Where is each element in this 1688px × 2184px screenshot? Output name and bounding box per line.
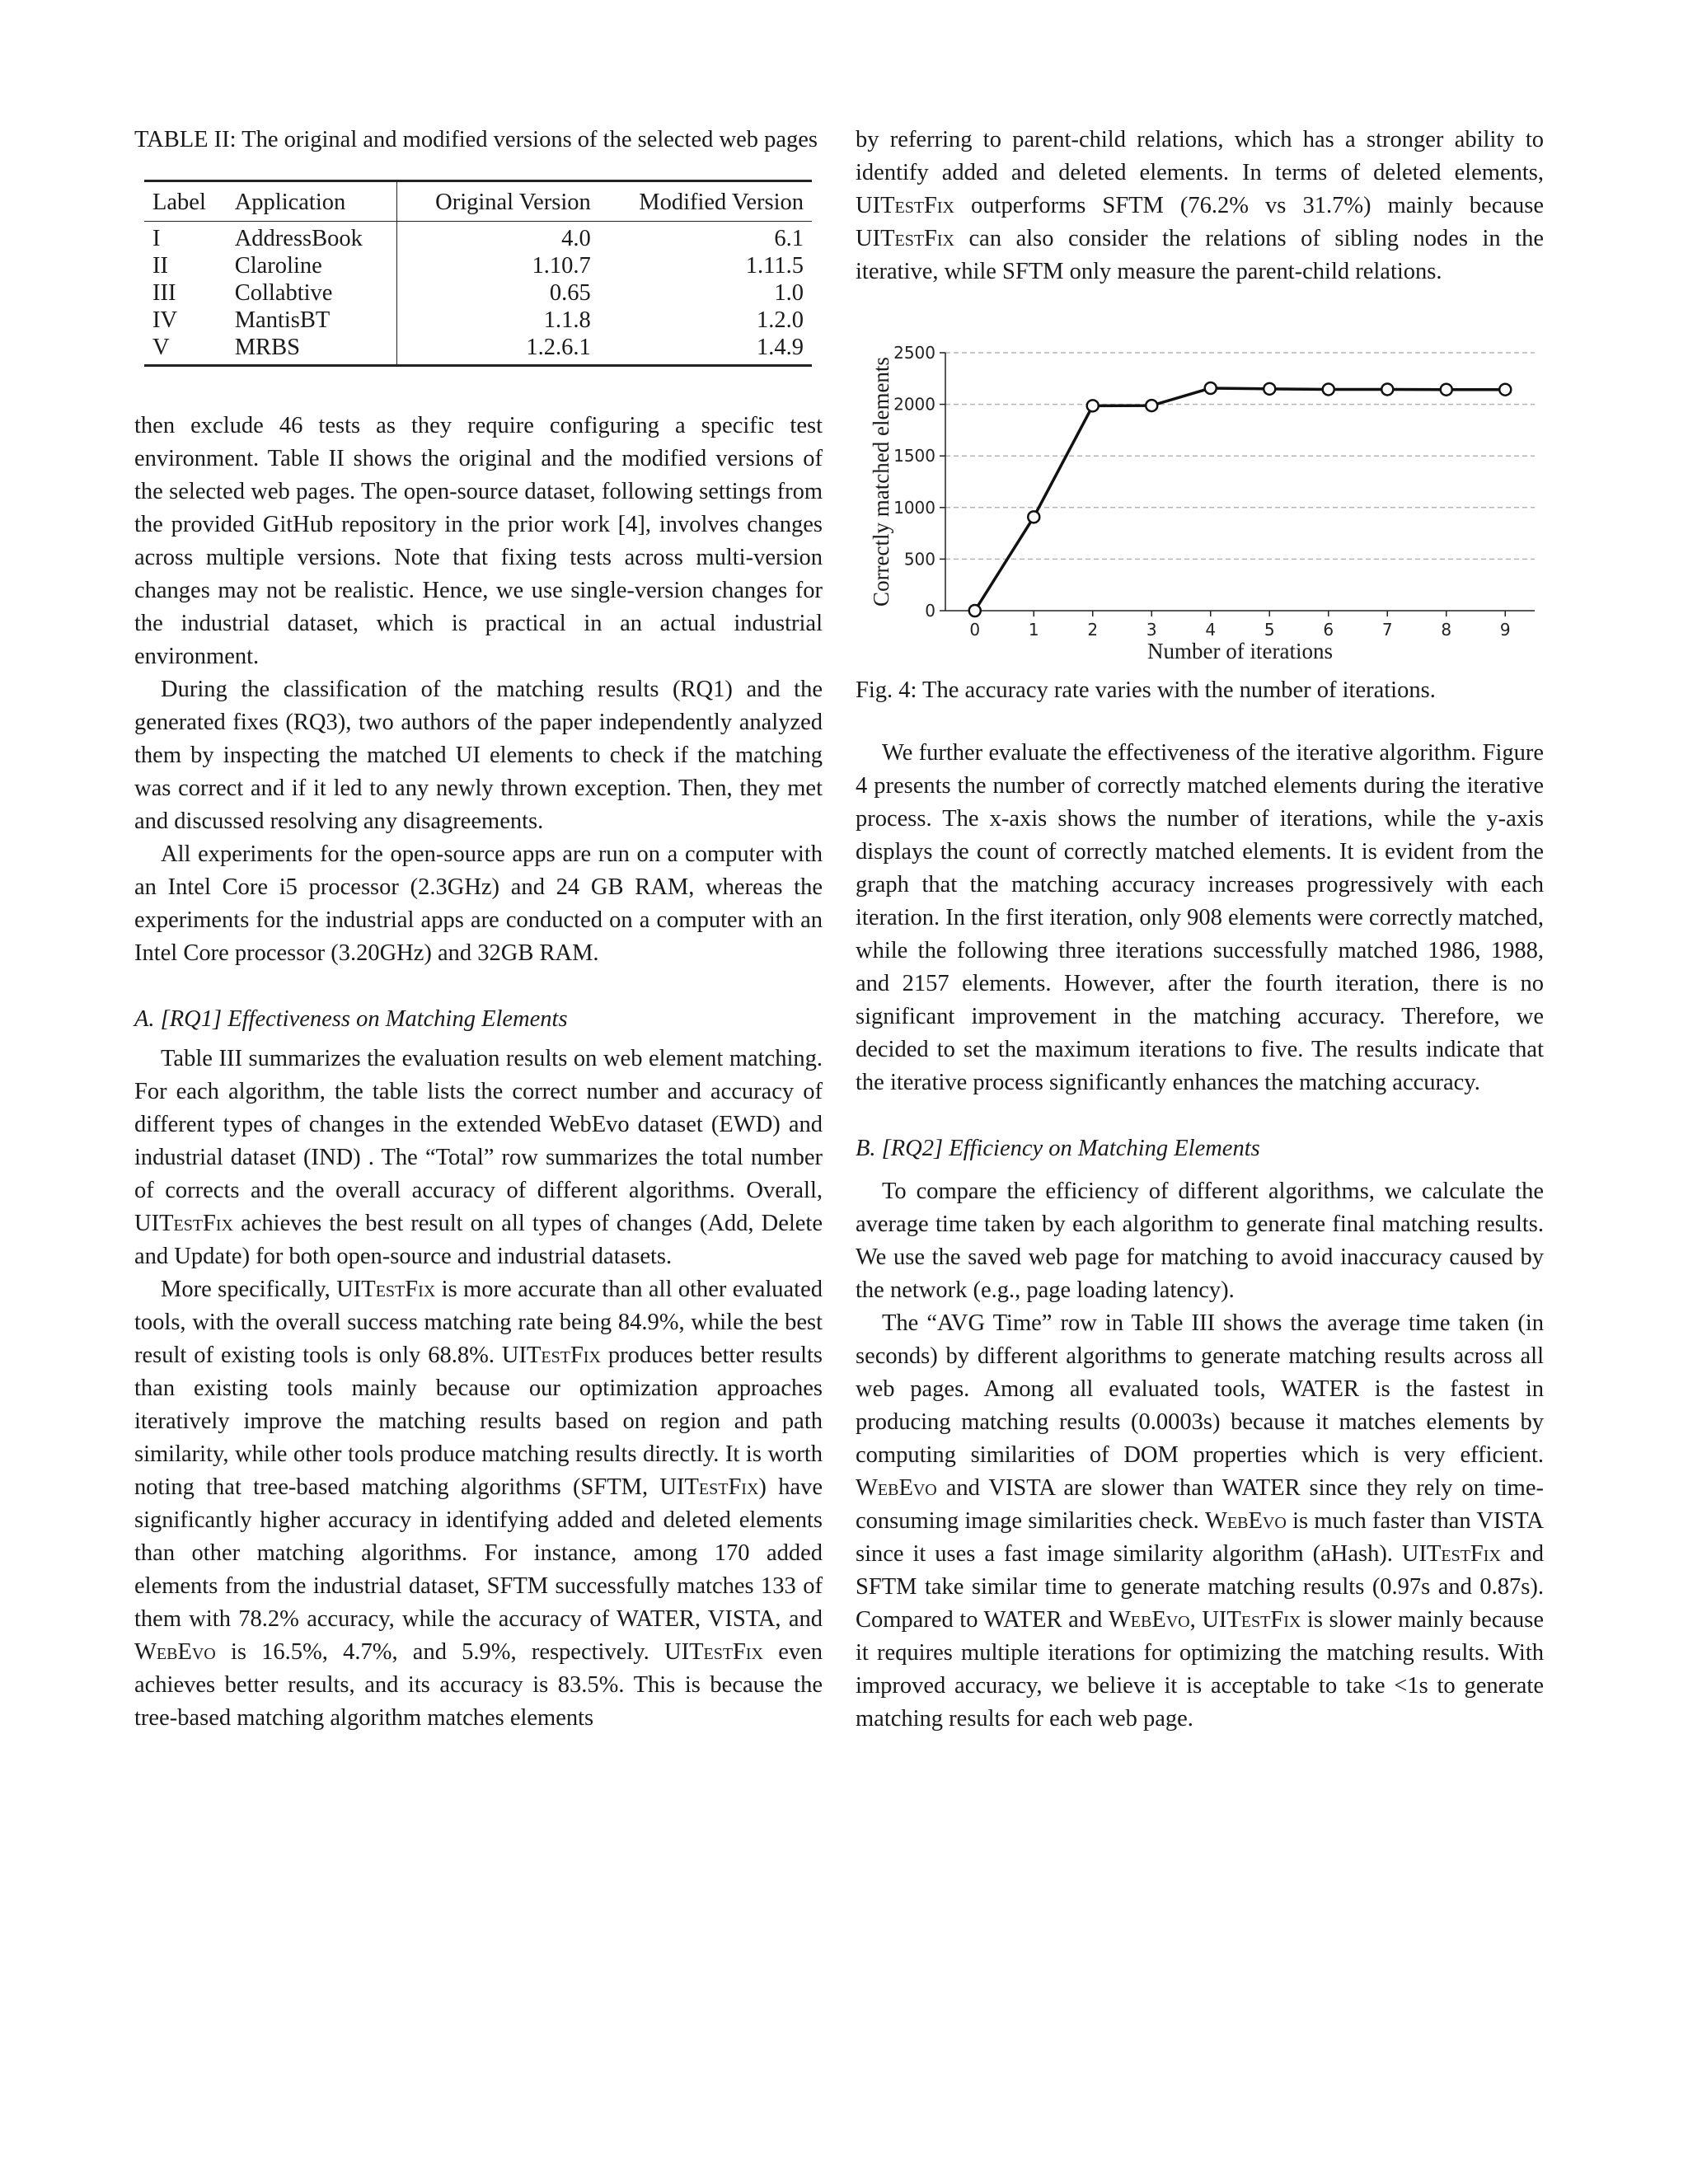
- tool-name: UITestFix: [336, 1277, 436, 1302]
- tool-name: WebEvo: [1108, 1607, 1190, 1633]
- body-paragraph: by referring to parent-child relations, which has a stronger ability to identify added and deleted elements. In terms of deleted elements, UITestFix outperforms SFTM (76.2% vs 31.7%) mainly because UITestFix can also consider the relations of sibling nodes in the iterative, while SFTM only measure the parent-child relations.: [856, 127, 1544, 284]
- table-header-row: [144, 181, 812, 222]
- table-cell: III: [152, 280, 176, 306]
- table-row: [144, 222, 812, 253]
- data-point: [1146, 400, 1157, 411]
- iterations-line-chart: [859, 335, 1543, 664]
- table-cell: Claroline: [227, 252, 396, 279]
- body-paragraph: Table III summarizes the evaluation results on web element matching. For each algorithm, the table lists the correct number and accuracy of different types of changes in the extended WebEvo dataset (EWD) and industrial dataset (IND) . The “Total” row summarizes the total number of corrects and the overall accuracy of different algorithms. Overall, UITestFix achieves the best result on all types of changes (Add, Delete and Update) for both open-source and industrial datasets.: [134, 1046, 823, 1269]
- table-header-cell: Original Version: [435, 190, 591, 215]
- table-row: [144, 279, 812, 307]
- body-paragraph: More specifically, UITestFix is more accurate than all other evaluated tools, with the overall success matching rate being 84.9%, while the best result of existing tools is only 68.8%. UITestFix produces better results than existing tools mainly because our optimization approaches iteratively improve the matching results based on region and path similarity, while other tools produce matching results directly. It is worth noting that tree-based matching algorithms (SFTM, UITestFix) have significantly higher accuracy in identifying added and deleted elements than other matching algorithms. For instance, among 170 added elements from the industrial dataset, SFTM successfully matches 133 of them with 78.2% accuracy, while the accuracy of WATER, VISTA, and WebEvo is 16.5%, 4.7%, and 5.9%, respectively. UITestFix even achieves better results, and its accuracy is 83.5%. This is because the tree-based matching algorithm matches elements: [134, 1277, 823, 1731]
- table-cell: 1.2.0: [757, 307, 804, 333]
- x-tick-label: 9: [1499, 620, 1511, 640]
- tool-name: UITestFix: [501, 1343, 601, 1368]
- table-cell: 6.1: [774, 226, 804, 251]
- table-cell: 1.10.7: [532, 253, 591, 279]
- x-tick-label: 5: [1264, 620, 1275, 640]
- y-tick-label: 2000: [893, 394, 935, 415]
- y-tick-label: 2500: [893, 343, 935, 363]
- versions-table: [144, 180, 812, 367]
- x-tick-label: 0: [969, 620, 981, 640]
- data-point: [1381, 383, 1393, 395]
- y-tick-label: 1000: [893, 497, 935, 518]
- table-cell: 4.0: [561, 226, 591, 251]
- tool-name: UITestFix: [134, 1211, 233, 1236]
- x-tick-label: 1: [1028, 620, 1039, 640]
- table-cell: II: [152, 253, 168, 279]
- section-heading-rq2: B. [RQ2] Efficiency on Matching Elements: [856, 1136, 1260, 1161]
- table-cell: I: [152, 226, 161, 251]
- data-point: [1087, 400, 1099, 411]
- tool-name: WebEvo: [134, 1639, 216, 1665]
- figure-caption: Fig. 4: The accuracy rate varies with the number of iterations.: [856, 677, 1436, 703]
- tool-name: UITestFix: [664, 1639, 763, 1665]
- x-tick-label: 4: [1205, 620, 1217, 640]
- y-tick-label: 1500: [893, 446, 935, 466]
- body-paragraph: The “AVG Time” row in Table III shows the average time taken (in seconds) by different algorithms to generate matching results across all web pages. Among all evaluated tools, WATER is the fastest in producing matching results (0.0003s) because it matches elements by computing similarities of DOM properties which is very efficient. WebEvo and VISTA are slower than WATER since they rely on time-consuming image similarities check. WebEvo is much faster than VISTA since it uses a fast image similarity algorithm (aHash). UITestFix and SFTM take similar time to generate matching results (0.97s and 0.87s). Compared to WATER and WebEvo, UITestFix is slower mainly because it requires multiple iterations for optimizing the matching results. With improved accuracy, we believe it is acceptable to take <1s to generate matching results for each web page.: [856, 1310, 1545, 1732]
- right-column: [856, 124, 1544, 1736]
- data-point: [1499, 384, 1511, 396]
- table-cell: 1.0: [774, 280, 804, 306]
- body-paragraph: All experiments for the open-source apps are run on a computer with an Intel Core i5 processor (2.3GHz) and 24 GB RAM, whereas the experiments for the industrial apps are conducted on a computer with an Intel Core processor (3.20GHz) and 32GB RAM.: [134, 841, 823, 966]
- table-cell: 1.4.9: [757, 335, 804, 360]
- table-cell: 0.65: [549, 280, 591, 306]
- tool-name: UITestFix: [856, 226, 954, 251]
- data-point: [1264, 383, 1275, 395]
- x-tick-label: 7: [1381, 620, 1393, 640]
- table-header-cell: Application: [227, 181, 396, 222]
- tool-name: UITestFix: [856, 193, 954, 218]
- series-line: [975, 388, 1506, 611]
- x-tick-label: 2: [1087, 620, 1099, 640]
- data-point: [1028, 511, 1039, 523]
- table-caption: TABLE II: The original and modified versions of the selected web pages: [134, 127, 818, 152]
- tool-name: UITestFix: [659, 1474, 759, 1500]
- y-tick-label: 500: [903, 549, 935, 569]
- table-cell: 1.1.8: [543, 307, 591, 333]
- body-paragraph: During the classification of the matching results (RQ1) and the generated fixes (RQ3), two authors of the paper independently analyzed them by inspecting the matched UI elements to check if the matching was correct and if it led to any newly thrown exception. Then, they met and discussed resolving any disagreements.: [134, 677, 823, 834]
- x-tick-label: 6: [1323, 620, 1334, 640]
- left-column: [134, 124, 823, 1735]
- x-tick-label: 3: [1146, 620, 1157, 640]
- tool-name: UITestFix: [1202, 1607, 1301, 1633]
- table-cell: MantisBT: [227, 307, 396, 334]
- table-cell: 1.2.6.1: [526, 335, 591, 360]
- body-paragraph: To compare the efficiency of different algorithms, we calculate the average time taken by each algorithm to generate final matching results. We use the saved web page for matching to avoid inaccuracy caused by the network (e.g., page loading latency).: [856, 1179, 1544, 1303]
- table-cell: Collabtive: [227, 279, 396, 307]
- tool-name: WebEvo: [856, 1475, 937, 1501]
- table-cell: MRBS: [227, 334, 396, 366]
- table-cell: V: [152, 335, 170, 360]
- x-axis-label: Number of iterations: [1147, 639, 1333, 663]
- section-heading-rq1: A. [RQ1] Effectiveness on Matching Elements: [134, 1006, 568, 1032]
- x-tick-label: 8: [1441, 620, 1452, 640]
- table-cell: 1.11.5: [745, 253, 804, 279]
- table-row: [144, 307, 812, 334]
- data-point: [969, 605, 981, 616]
- table-cell: IV: [152, 307, 178, 333]
- data-point: [1323, 383, 1334, 395]
- table-header-cell: Modified Version: [639, 190, 804, 215]
- tool-name: UITestFix: [1401, 1541, 1501, 1567]
- table-row: [144, 334, 812, 366]
- body-paragraph: then exclude 46 tests as they require configuring a specific test environment. Table II shows the original and the modified versions of the selected web pages. The open-source dataset, following settings from the provided GitHub repository in the prior work [4], involves changes across multiple versions. Note that fixing tests across multi-version changes may not be realistic. Hence, we use single-version changes for the industrial dataset, which is practical in an actual industrial environment.: [134, 413, 823, 669]
- data-point: [1205, 382, 1217, 394]
- y-axis-label: Correctly matched elements: [869, 357, 893, 607]
- table-row: [144, 252, 812, 279]
- tool-name: WebEvo: [1205, 1508, 1287, 1534]
- table-header-cell: Label: [152, 190, 206, 215]
- y-tick-label: 0: [925, 601, 935, 621]
- table-cell: AddressBook: [227, 222, 396, 253]
- body-paragraph: We further evaluate the effectiveness of the iterative algorithm. Figure 4 presents the number of correctly matched elements during the iterative process. The x-axis shows the number of iterations, while the y-axis displays the count of correctly matched elements. It is evident from the graph that the matching accuracy increases progressively with each iteration. In the first iteration, only 908 elements were correctly matched, while the following three iterations successfully matched 1986, 1988, and 2157 elements. However, after the fourth iteration, there is no significant improvement in the matching accuracy. Therefore, we decided to set the maximum iterations to five. The results indicate that the iterative process significantly enhances the matching accuracy.: [856, 740, 1544, 1095]
- data-point: [1441, 384, 1452, 396]
